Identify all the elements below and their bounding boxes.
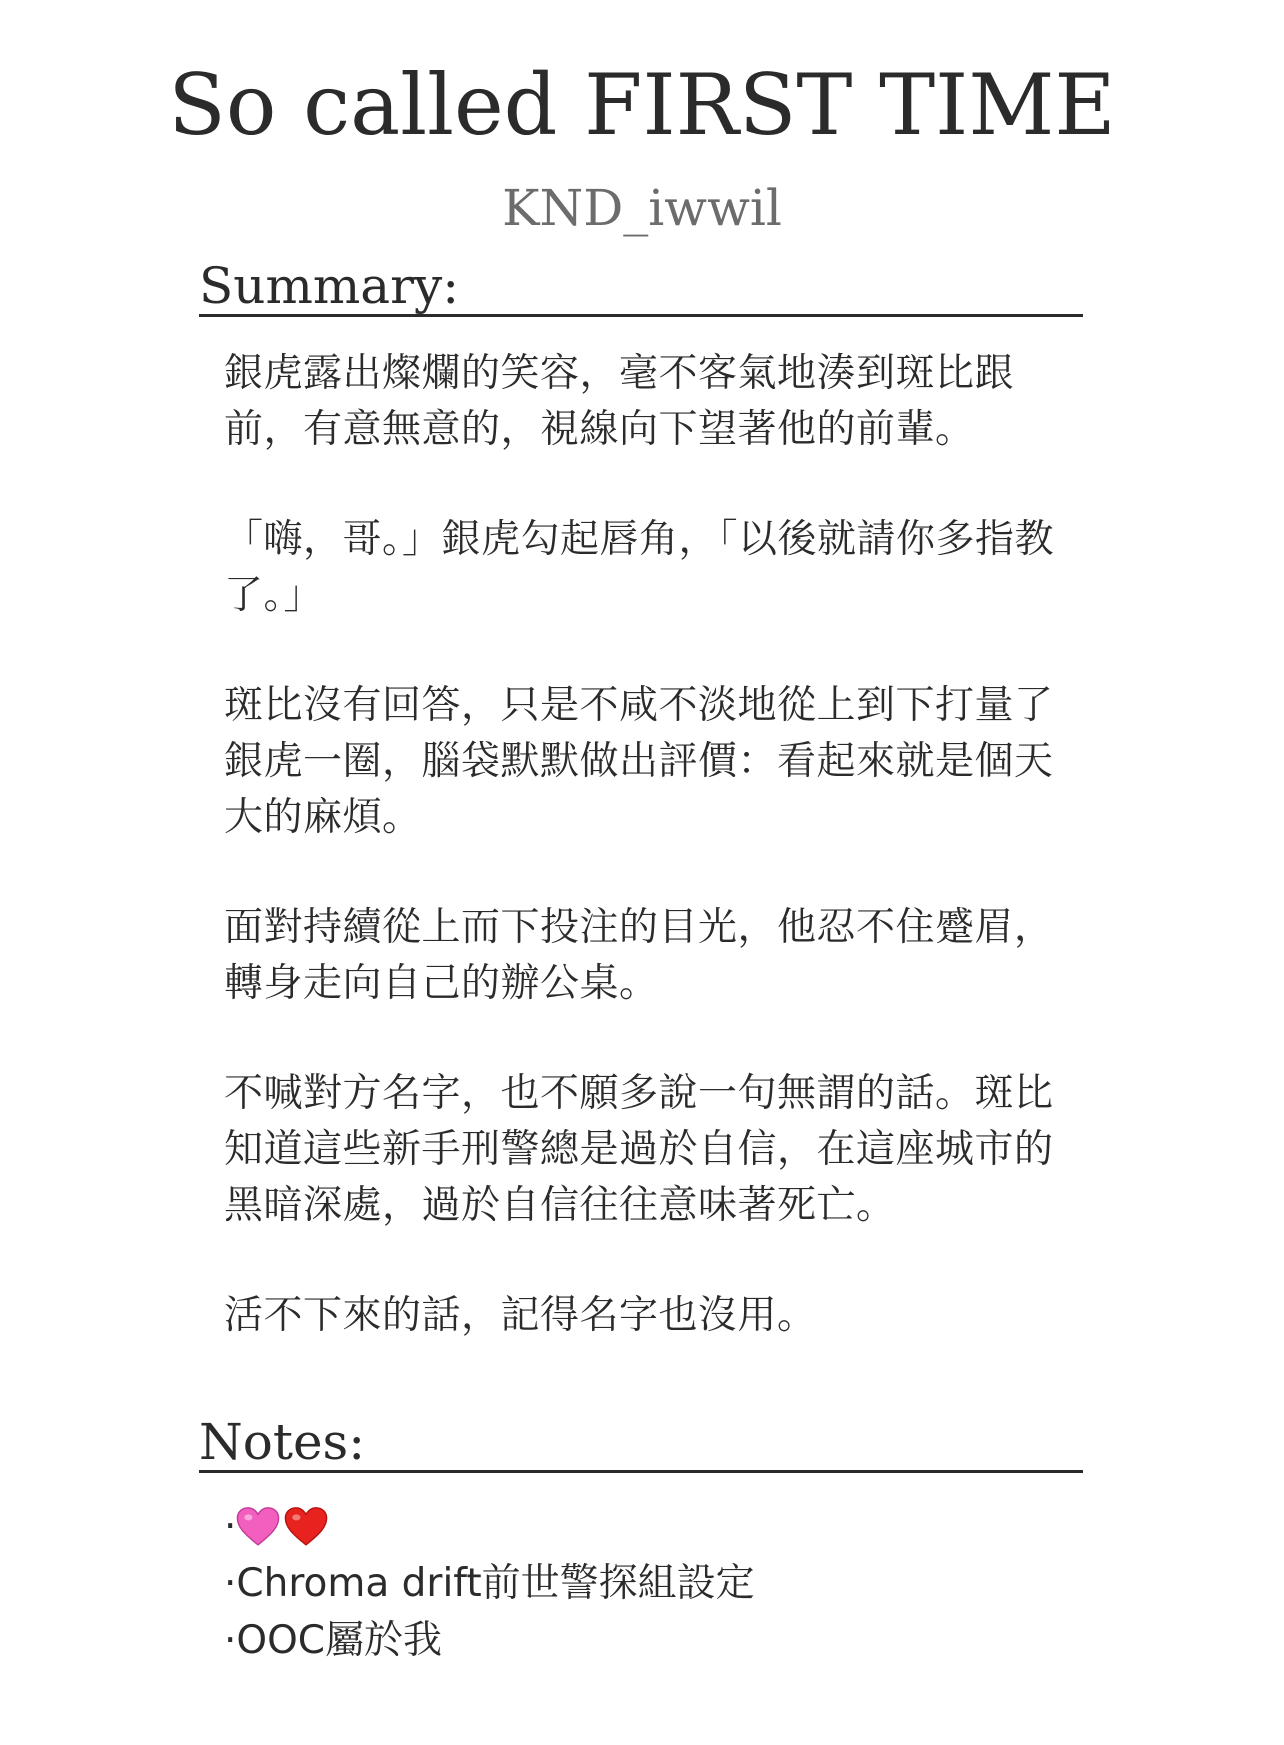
summary-paragraph: 活不下來的話，記得名字也沒用。 xyxy=(224,1293,817,1338)
summary-paragraph: 「嗨，哥。」銀虎勾起唇角，「以後就請你多指教了。」 xyxy=(224,517,1055,618)
summary-heading: Summary: xyxy=(199,258,1083,317)
summary-paragraph: 銀虎露出燦爛的笑容，毫不客氣地湊到斑比跟前，有意無意的，視線向下望著他的前輩。 xyxy=(224,351,1015,452)
summary-paragraph: 不喊對方名字，也不願多說一句無謂的話。斑比知道這些新手刑警總是過於自信，在這座城市的黑暗深處，過於自信往往意味著死亡。 xyxy=(224,1071,1054,1228)
work-title: So called FIRST TIME xyxy=(168,56,1116,154)
note-bullet: · xyxy=(224,1504,237,1549)
summary-paragraph: 斑比沒有回答，只是不咸不淡地從上到下打量了銀虎一圈，腦袋默默做出評價：看起來就是個天大的麻煩。 xyxy=(224,683,1054,840)
summary-body xyxy=(224,346,1074,1398)
note-item xyxy=(224,1498,1074,1555)
note-text: OOC屬於我 xyxy=(236,1618,443,1663)
notes-body xyxy=(224,1498,1074,1669)
summary-paragraph: 面對持續從上而下投注的目光，他忍不住蹙眉，轉身走向自己的辦公桌。 xyxy=(224,905,1054,1006)
note-text: Chroma drift前世警探組設定 xyxy=(236,1561,755,1606)
note-item xyxy=(224,1555,1074,1612)
notes-heading: Notes: xyxy=(199,1414,1083,1473)
note-bullet: · xyxy=(224,1561,237,1606)
note-item xyxy=(224,1612,1074,1669)
note-bullet: · xyxy=(224,1618,237,1663)
author-name[interactable]: KND_iwwil xyxy=(502,179,782,237)
red-heart-icon xyxy=(284,1505,328,1549)
pink-heart-icon xyxy=(236,1505,280,1549)
